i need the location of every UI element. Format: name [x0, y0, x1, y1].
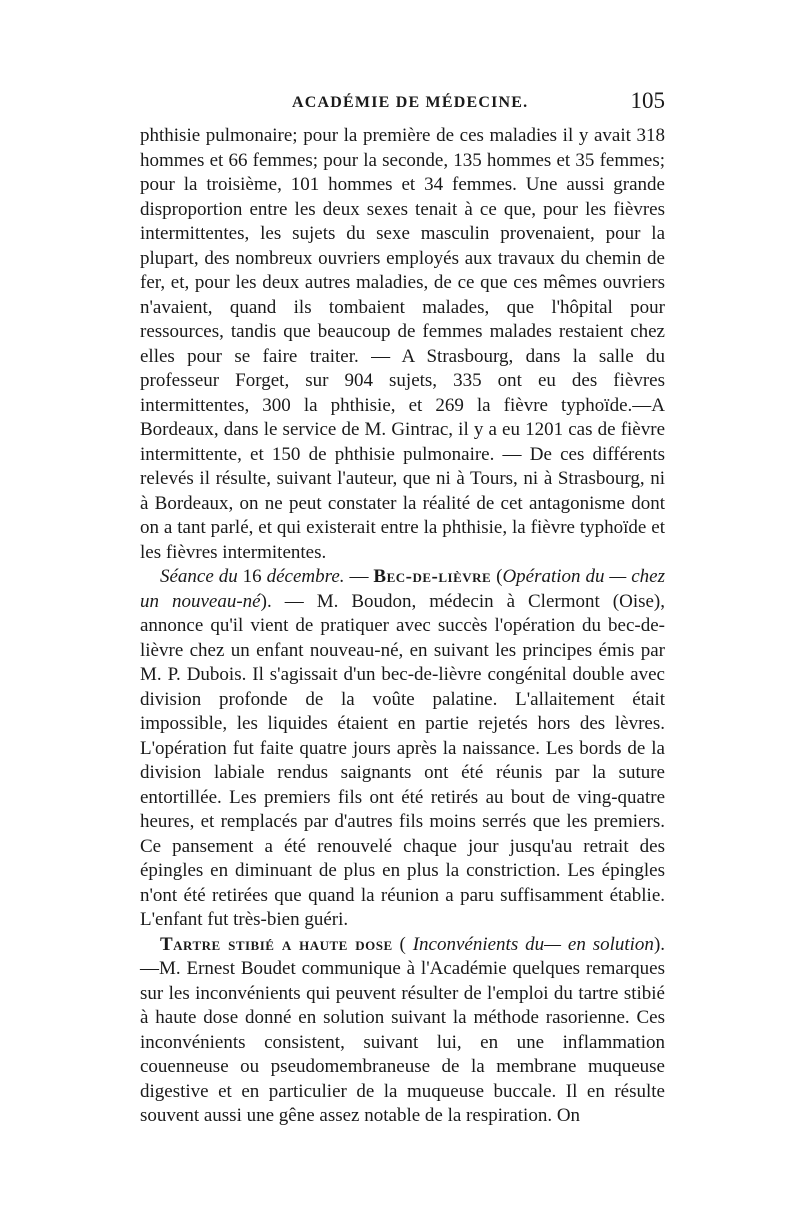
paragraph-tartre-stibie [140, 933, 665, 1129]
running-title: ACADÉMIE DE MÉDECINE. [292, 94, 529, 111]
book-page [140, 88, 666, 1129]
session-label: Séance du [160, 566, 238, 587]
paren-close: ). [653, 933, 666, 955]
section-heading: Tartre stibié a haute dose [160, 933, 393, 955]
paragraph-text: M. Boudon, médecin à Clermont (Oise), annonce qu'il vient de pratiquer avec succès l'opération du bec-de-lièvre chez un enfant nouveau-né, en suivant les principes émis par M. P. Dubois. Il s'agissait d'un bec-de-lièvre congénital double avec division profonde de la voûte palatine. L'allaitement était impossible, les liquides étaient en partie rejetés hors des lèvres. L'opération fut faite quatre jours après la naissance. Les bords de la division labiale rendus saignants ont été réunis par la suture entortillée. Les premiers fils ont été retirés au bout de ving-quatre heures, et remplacés par d'autres fils moins serrés que les premiers. Ce pansement a été renouvelé chaque jour jusqu'au retrait des épingles en diminuant de plus en plus la constriction. Les épingles n'ont été retirées que quand la réunion a paru suffisamment établie. L'enfant fut très-bien guéri. [140, 590, 665, 930]
page-number: 105 [630, 88, 665, 113]
paren-open: ( [491, 566, 503, 587]
section-dash: — [344, 566, 374, 587]
paragraph-text: —M. Ernest Boudet communique à l'Académie quelques remarques sur les inconvénients qui peuvent résulter de l'emploi du tartre stibié à haute dose donné en solution suivant la méthode rasorienne. Ces inconvénients consistent, suivant lui, en une inflammation couenneuse ou pseudomembraneuse de la membrane muqueuse digestive et en particulier de la muqueuse buccale. Il en résulte souvent aussi une gêne assez notable de la respiration. On [140, 958, 665, 1126]
paragraph-text: phthisie pulmonaire; pour la première de ces maladies il y avait 318 hommes et 66 femmes; pour la seconde, 135 hommes et 35 femmes; pour la troisième, 101 hommes et 34 femmes. Une aussi grande disproportion entre les deux sexes tenait à ce que, pour les fièvres intermittentes, les sujets du sexe masculin provenaient, pour la plupart, des nombreux ouvriers employés aux travaux du chemin de fer, et, pour les deux autres maladies, de ce que ces mêmes ouvriers n'avaient, quand ils tombaient malades, que l'hôpital pour ressources, tandis que beaucoup de femmes malades restaient chez elles pour se faire traiter. — A Strasbourg, dans la salle du professeur Forget, sur 904 sujets, 335 ont eu des fièvres intermittentes, 300 la phthisie, et 269 la fièvre typhoïde.—A Bordeaux, dans le service de M. Gintrac, il y a eu 1201 cas de fièvre intermittente, et 150 de phthisie pulmonaire. — De ces différents relevés il résulte, suivant l'auteur, que ni à Tours, ni à Strasbourg, ni à Bordeaux, on ne peut constater la réalité de cet antagonisme dont on a tant parlé, et qui existerait entre la phthisie, la fièvre typhoïde et les fièvres intermitentes. [140, 125, 665, 563]
session-date: 16 [242, 566, 262, 587]
running-head [140, 88, 665, 124]
section-subject: Inconvénients du— en solution [412, 933, 654, 955]
section-heading: Bec-de-lièvre [373, 566, 492, 587]
section-subject: Opération du — chez un nouveau-né [140, 566, 666, 612]
paren-open: ( [392, 933, 413, 955]
paragraph-bec-de-lievre [140, 565, 665, 933]
paren-close: ). — [260, 590, 317, 612]
paragraph-phthisie [140, 124, 665, 565]
session-month: décembre. [266, 566, 345, 587]
